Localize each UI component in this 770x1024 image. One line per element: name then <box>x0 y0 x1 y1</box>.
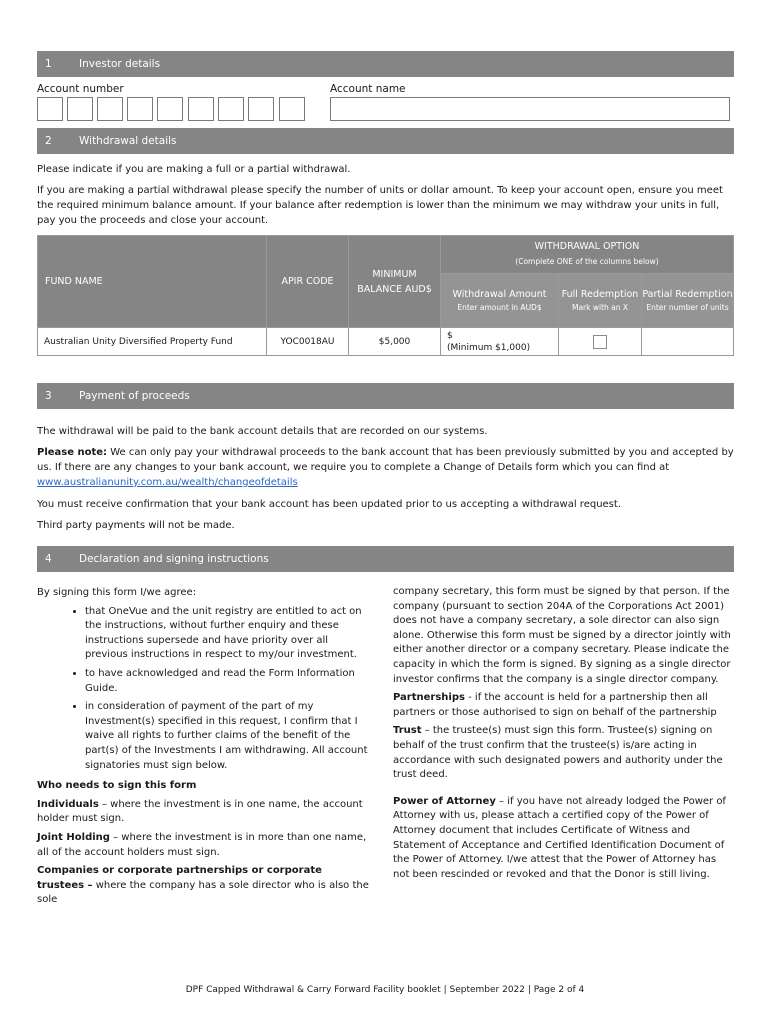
section-number: 3 <box>45 390 52 402</box>
minimum-balance-cell: $5,000 <box>349 328 441 356</box>
section-1-header <box>37 51 734 77</box>
who-signs-heading <box>37 779 370 794</box>
trust-text: – the trustee(s) must sign this form. Trustee(s) signing on behalf of the trust confirm that the trustee(s) is/are acting in accordance with such designated powers and authority under the trust deed. <box>393 725 723 781</box>
withdrawal-amount-header <box>441 274 559 328</box>
trust-paragraph <box>393 724 735 782</box>
amount-prefix: $ <box>447 330 453 341</box>
individuals-label: Individuals <box>37 798 99 810</box>
companies-paragraph <box>37 864 370 908</box>
list-item: • in consideration of payment of the part of my Investment(s) specified in this request, I confirm that I waive all rights to further claims of the benefit of the part(s) of the Investments I am withdrawing. All account signatories must sign below. <box>85 700 370 773</box>
payment-note <box>37 445 734 490</box>
full-redemption-title: Full Redemption <box>561 289 639 300</box>
partial-redemption-title: Partial Redemption <box>642 289 733 300</box>
section-3-header <box>37 383 734 409</box>
apir-code-cell: YOC0018AU <box>267 328 349 356</box>
payment-paragraph-1: The withdrawal will be paid to the bank account details that are recorded on our systems. <box>37 426 488 437</box>
trust-label: Trust <box>393 725 422 737</box>
who-signs-heading-text: Who needs to sign this form <box>37 780 197 792</box>
withdrawal-amount-input[interactable] <box>441 328 559 356</box>
partnerships-paragraph <box>393 691 735 720</box>
account-number-digit-box[interactable] <box>67 97 93 121</box>
individuals-paragraph <box>37 798 370 827</box>
account-number-digit-box[interactable] <box>248 97 274 121</box>
declaration-right-column <box>393 585 735 886</box>
fund-name-header: FUND NAME <box>38 236 267 328</box>
company-signing-paragraph: company secretary, this form must be signed by that person. If the company (pursuant to section 204A of the Corporations Act 2001) does not have a company secretary, a sole director can also sign alone. Otherwise this form must be signed by a director jointly with either another director or a company secretary. Please indicate the capacity in which the form is signed. By signing as a single director investor confirms that the company is a single director company. <box>393 586 731 685</box>
partnerships-label: Partnerships <box>393 692 465 704</box>
account-number-digit-box[interactable] <box>37 97 63 121</box>
section-title: Payment of proceeds <box>79 390 190 402</box>
withdrawal-amount-title: Withdrawal Amount <box>452 289 547 300</box>
full-redemption-header <box>559 274 642 328</box>
declaration-intro: By signing this form I/we agree: <box>37 587 197 598</box>
declaration-list <box>37 605 370 774</box>
account-number-digit-box[interactable] <box>218 97 244 121</box>
full-redemption-cell <box>559 328 642 356</box>
companies-text: where the company has a sole director who is also the sole <box>37 879 369 906</box>
section-title: Withdrawal details <box>79 135 177 147</box>
list-item: • to have acknowledged and read the Form Information Guide. <box>85 667 370 696</box>
section-4-header <box>37 546 734 572</box>
withdrawal-intro-2: If you are making a partial withdrawal please specify the number of units or dollar amount. To keep your account open, ensure you meet the required minimum balance amount. If your balance after redemption is lower than the minimum we may withdraw your units in full, pay you the proceeds and close your account. <box>37 185 723 226</box>
page-footer: DPF Capped Withdrawal & Carry Forward Facility booklet | September 2022 | Page 2 of 4 <box>185 985 585 995</box>
payment-paragraph-4: Third party payments will not be made. <box>37 520 235 531</box>
full-redemption-checkbox[interactable] <box>593 335 607 349</box>
companies-label: Companies or corporate partnerships or corporate trustees – <box>37 865 322 891</box>
withdrawal-option-title: WITHDRAWAL OPTION <box>534 241 640 252</box>
power-of-attorney-paragraph <box>393 795 735 883</box>
account-name-label: Account name <box>330 83 406 95</box>
power-of-attorney-label: Power of Attorney <box>393 795 496 807</box>
joint-holding-label: Joint Holding <box>37 831 110 843</box>
account-number-digit-box[interactable] <box>188 97 214 121</box>
section-2-header <box>37 128 734 154</box>
section-title: Declaration and signing instructions <box>79 553 269 565</box>
section-number: 2 <box>45 135 52 147</box>
partial-redemption-header <box>642 274 734 328</box>
withdrawal-intro-1: Please indicate if you are making a full or a partial withdrawal. <box>37 164 351 175</box>
account-number-digit-box[interactable] <box>279 97 305 121</box>
partial-redemption-input[interactable] <box>642 328 734 356</box>
note-text: We can only pay your withdrawal proceeds to the bank account that has been previously submitted by you and accepted by us. If there are any changes to your bank account, we require you to complete a Change of Details form which you can find at <box>37 447 734 473</box>
withdrawal-option-header <box>441 236 734 274</box>
partnerships-text: - if the account is held for a partnership then all partners or those authorised to sign on behalf of the partnership <box>393 692 717 718</box>
withdrawal-amount-subtitle: Enter amount in AUD$ <box>457 303 542 312</box>
section-number: 1 <box>45 58 52 70</box>
amount-minimum-note: (Minimum $1,000) <box>447 342 531 353</box>
fund-name-cell: Australian Unity Diversified Property Fund <box>38 328 267 356</box>
list-item: • that OneVue and the unit registry are entitled to act on the instructions, without further enquiry and these instructions supersede and have priority over all previous instructions in respect to my/our investment. <box>85 605 370 663</box>
section-number: 4 <box>45 553 52 565</box>
full-redemption-subtitle: Mark with an X <box>571 303 629 312</box>
withdrawal-table <box>37 235 734 356</box>
minimum-balance-header: MINIMUM BALANCE AUD$ <box>349 236 441 328</box>
joint-holding-paragraph <box>37 831 370 860</box>
account-number-digit-box[interactable] <box>157 97 183 121</box>
account-name-field[interactable] <box>330 97 730 121</box>
power-of-attorney-text: – if you have not already lodged the Power of Attorney with us, please attach a certified copy of the Power of Attorney document that includes Certificate of Witness and Statement of Acceptance and Certified Identification Document of the Power of Attorney. I/we attest that the Power of Attorney has not been rescinded or revoked and that the Donor is still living. <box>393 795 726 880</box>
note-label: Please note: <box>37 447 108 458</box>
account-number-digit-box[interactable] <box>127 97 153 121</box>
account-number-digit-box[interactable] <box>97 97 123 121</box>
account-number-label: Account number <box>37 83 124 95</box>
withdrawal-option-subtitle: (Complete ONE of the columns below) <box>515 257 659 266</box>
table-row <box>38 328 734 356</box>
individuals-text: – where the investment is in one name, the account holder must sign. <box>37 798 363 825</box>
joint-holding-text: – where the investment is in more than one name, all of the account holders must sign. <box>37 831 367 858</box>
payment-paragraph-3: You must receive confirmation that your bank account has been updated prior to us accepting a withdrawal request. <box>37 499 621 510</box>
declaration-left-column <box>37 586 370 912</box>
apir-code-header: APIR CODE <box>267 236 349 328</box>
partial-redemption-subtitle: Enter number of units <box>646 303 729 312</box>
change-of-details-link[interactable]: www.australianunity.com.au/wealth/changeofdetails <box>37 477 298 488</box>
section-title: Investor details <box>79 58 161 70</box>
